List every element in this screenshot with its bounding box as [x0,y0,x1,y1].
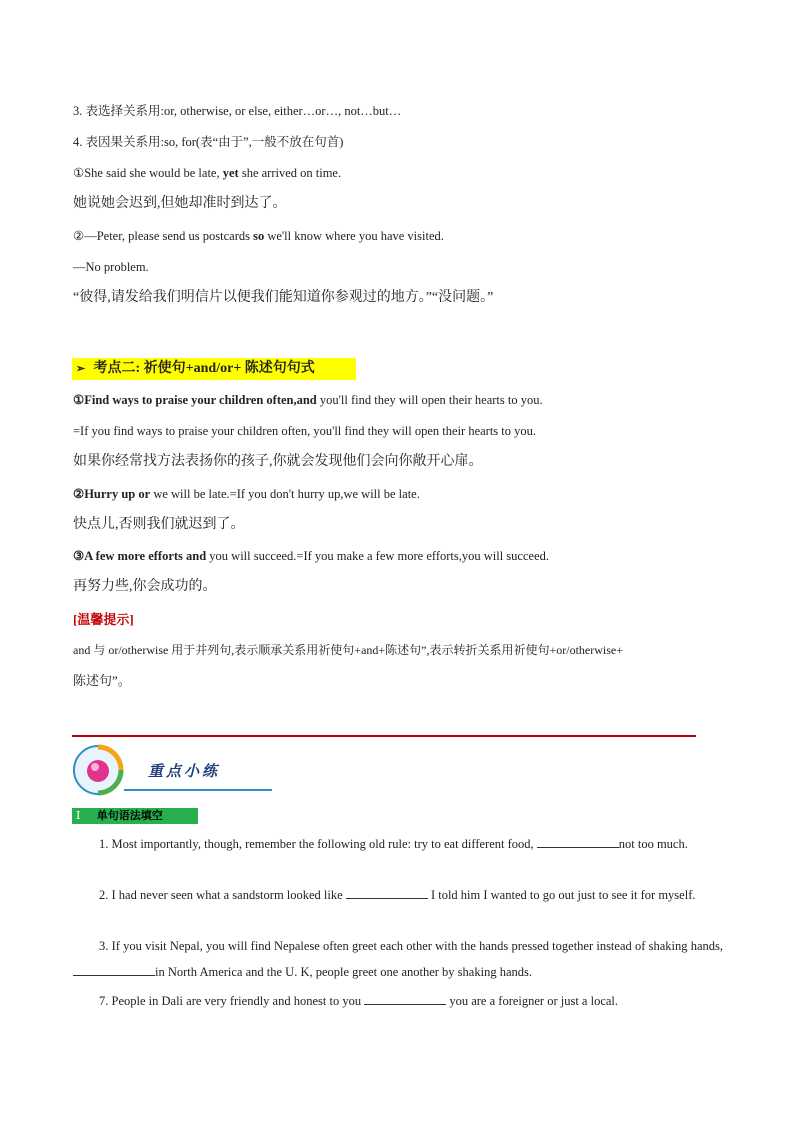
pattern-example-3 [73,548,549,564]
pattern-example-2-bold: ②Hurry up or [73,487,151,501]
section-number: Ⅰ [76,810,81,822]
section-divider [72,735,696,737]
pattern-example-2 [73,486,420,502]
pattern-example-1-rest: you'll find they will open their hearts to you. [316,393,543,407]
exercise-3-rest: in North America and the U. K, people greet one another by shaking hands. [155,965,532,979]
example-1-english [73,165,341,181]
example-2-reply: —No problem. [73,260,149,274]
exercise-7-rest: you are a foreigner or just a local. [446,994,619,1008]
exercise-3-text: 3. If you visit Nepal, you will find Nepalese often greet each other with the hands pressed together instead of shaking hands, [99,939,723,953]
exercise-item [73,933,723,985]
exercise-section-label [72,808,198,824]
example-2-keyword: so [253,229,265,243]
line-cause-relation: 4. 表因果关系用:so, for(表“由于”,一般不放在句首) [73,135,344,149]
exercise-item [73,882,723,908]
example-1-keyword: yet [222,166,239,180]
pattern-example-3-rest: you will succeed.=If you make a few more efforts,you will succeed. [206,549,549,563]
answer-blank[interactable] [346,886,428,899]
section-heading-text: 考点二: 祈使句+and/or+ 陈述句句式 [93,361,315,376]
section-title: 单句语法填空 [96,810,163,822]
example-1-part-c: she arrived on time. [238,166,342,180]
example-2-part-a: ②—Peter, please send us postcards [73,229,254,243]
tip-text-line-1: and 与 or/otherwise 用于并列句,表示顺承关系用祈使句+and+陈述句”,表示转折关系用祈使句+or/otherwise+ [73,643,624,657]
example-1-part-a: ①She said she would be late, [73,166,223,180]
exercise-1-text: 1. Most importantly, though, remember the following old rule: try to eat different food, [99,837,537,851]
example-2-english [73,228,444,244]
exercise-item [73,988,723,1014]
section-heading [72,358,356,380]
example-1-chinese: 她说她会迟到,但她却准时到达了。 [73,196,287,211]
pattern-example-3-chinese: 再努力些,你会成功的。 [73,579,217,594]
pattern-example-2-rest: we will be late.=If you don't hurry up,we will be late. [150,487,420,501]
arrow-icon: ➢ [76,363,86,375]
pattern-example-3-bold: ③A few more efforts and [73,549,207,563]
exercise-2-rest: I told him I wanted to go out just to see it for myself. [427,888,696,902]
pattern-example-2-chinese: 快点儿,否则我们就迟到了。 [73,517,245,532]
example-2-chinese: “彼得,请发给我们明信片以便我们能知道你参观过的地方。”“没问题。” [73,290,494,305]
pattern-example-1 [73,392,543,408]
pattern-example-1-equivalent: =If you find ways to praise your children often, you'll find they will open their hearts to you. [73,424,537,438]
answer-blank[interactable] [73,963,155,976]
practice-banner-title: 重点小练 [148,764,221,780]
answer-blank[interactable] [537,835,619,848]
pattern-example-1-bold: ①Find ways to praise your children often,and [73,393,317,407]
tip-label: [温馨提示] [73,612,134,627]
line-choice-relation: 3. 表选择关系用:or, otherwise, or else, either…or…, not…but… [73,104,402,118]
exercise-7-text: 7. People in Dali are very friendly and honest to you [99,994,365,1008]
tip-text-line-2: 陈述句”。 [73,673,131,688]
exercise-item [73,831,723,857]
pattern-example-1-chinese: 如果你经常找方法表扬你的孩子,你就会发现他们会向你敞开心扉。 [73,454,483,469]
answer-blank[interactable] [364,992,446,1005]
exercise-1-rest: not too much. [618,837,688,851]
exercise-2-text: 2. I had never seen what a sandstorm looked like [99,888,346,902]
example-2-part-c: we'll know where you have visited. [264,229,444,243]
